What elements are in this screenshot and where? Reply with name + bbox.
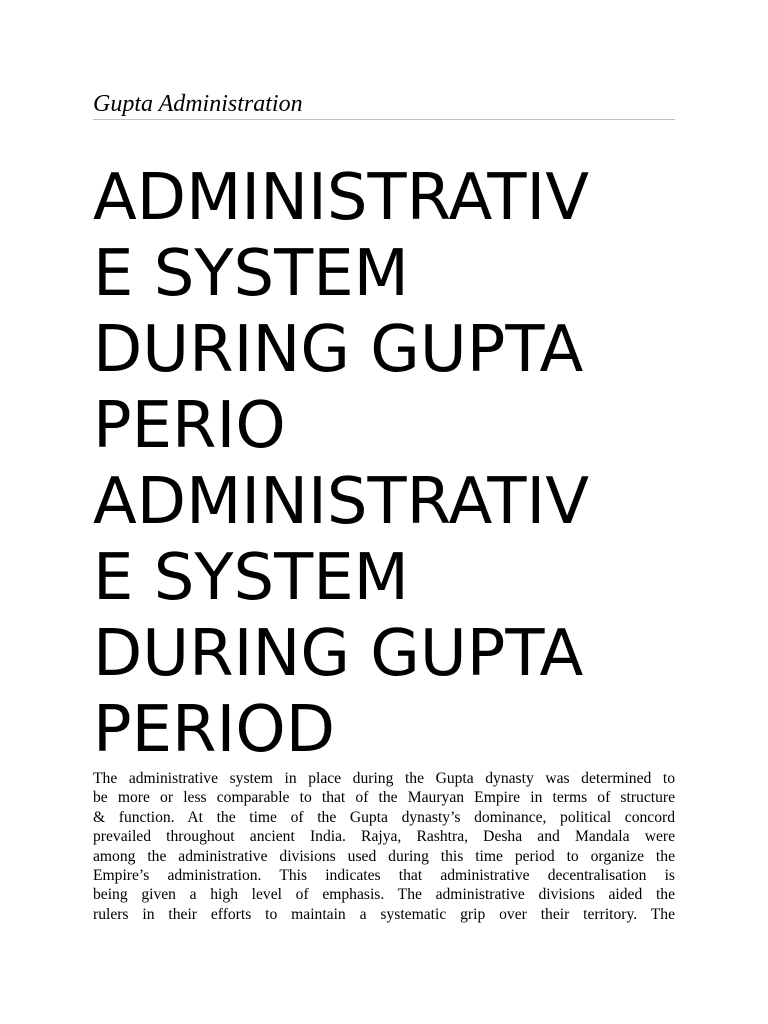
heading-line: ADMINISTRATIV	[93, 161, 590, 235]
heading-line: DURING GUPTA	[93, 313, 584, 387]
paragraph-line: prevailed throughout ancient India. Rajya, Rashtra, Desha and Mandala were	[93, 828, 675, 846]
document-heading	[93, 160, 693, 768]
heading-line: E SYSTEM	[93, 237, 409, 311]
heading-line: PERIO	[93, 389, 286, 463]
paragraph-line: rulers in their efforts to maintain a systematic grip over their territory. The	[93, 905, 675, 923]
paragraph-line: The administrative system in place during the Gupta dynasty was determined to	[93, 770, 675, 787]
paragraph-line: being given a high level of emphasis. The administrative divisions aided the	[93, 886, 675, 904]
heading-line: DURING GUPTA	[93, 617, 584, 691]
heading-line: PERIOD	[93, 693, 336, 767]
heading-line: E SYSTEM	[93, 541, 409, 615]
heading-line: ADMINISTRATIV	[93, 465, 590, 539]
body-paragraph	[93, 769, 675, 924]
paragraph-line: & function. At the time of the Gupta dynasty’s dominance, political concord	[93, 808, 675, 826]
paragraph-line: be more or less comparable to that of the Mauryan Empire in terms of structure	[93, 789, 675, 807]
paragraph-line: Empire’s administration. This indicates that administrative decentralisation is	[93, 866, 675, 884]
paragraph-line: among the administrative divisions used during this time period to organize the	[93, 847, 675, 865]
page-header	[93, 89, 675, 120]
header-title: Gupta Administration	[93, 91, 303, 117]
